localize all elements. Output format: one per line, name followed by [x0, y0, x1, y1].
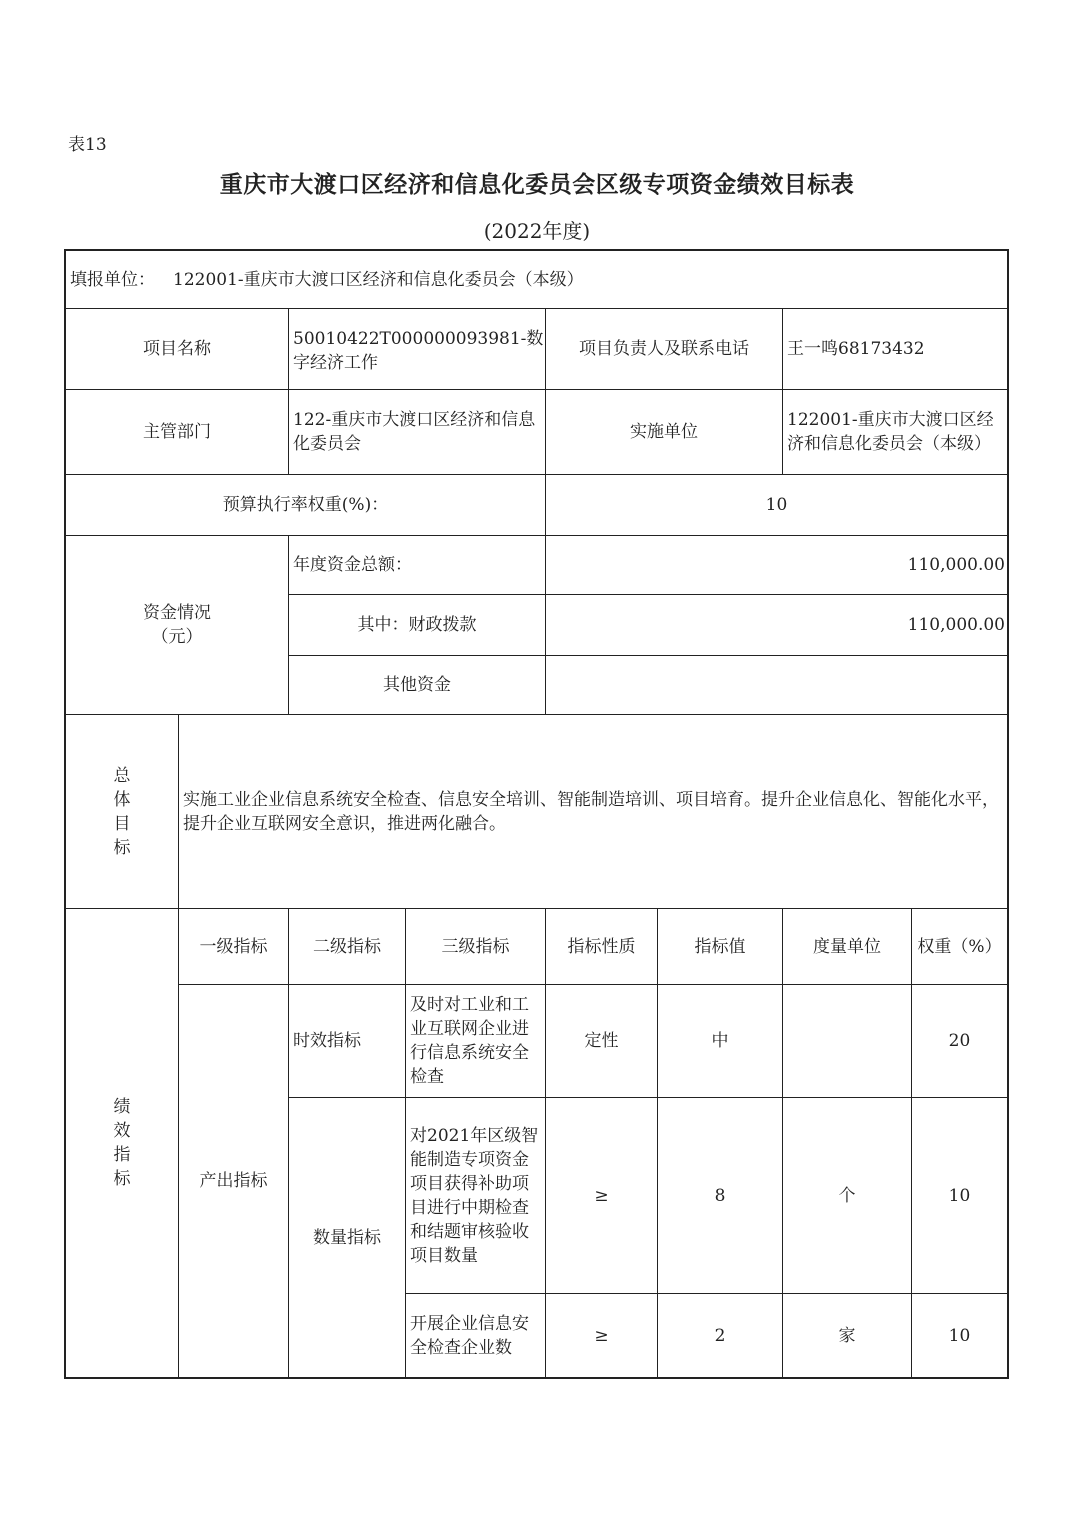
dept-label: 主管部门 [65, 389, 289, 475]
row3-nature: ≥ [545, 1293, 658, 1378]
row2-level2: 数量指标 [288, 1097, 406, 1378]
funds-fiscal-label: 其中：财政拨款 [288, 594, 546, 656]
funds-other-label: 其他资金 [288, 655, 546, 715]
indicators-label-char: 绩 [113, 1097, 131, 1117]
impl-unit-value: 122001-重庆市大渡口区经济和信息化委员会（本级） [782, 389, 1008, 475]
goal-label-char: 标 [113, 837, 131, 858]
indicators-label [65, 908, 179, 1378]
indicators-label-char: 标 [113, 1169, 131, 1189]
row2-level3: 对2021年区级智能制造专项资金项目获得补助项目进行中期检查和结题审核验收项目数量 [405, 1097, 546, 1294]
indicators-label-char: 效 [113, 1121, 131, 1141]
filler-unit-row [65, 250, 1008, 309]
budget-weight-value: 10 [545, 474, 1008, 536]
header-level2: 二级指标 [288, 908, 406, 985]
row1-value: 中 [657, 984, 783, 1098]
funds-total-label: 年度资金总额： [288, 535, 546, 595]
funds-fiscal-value: 110,000.00 [545, 594, 1008, 656]
header-weight: 权重（%） [911, 908, 1008, 985]
budget-weight-label: 预算执行率权重(%)： [65, 474, 546, 536]
row3-weight: 10 [911, 1293, 1008, 1378]
dept-value: 122-重庆市大渡口区经济和信息化委员会 [288, 389, 546, 475]
row3-level3: 开展企业信息安全检查企业数 [405, 1293, 546, 1378]
filler-unit-value: 122001-重庆市大渡口区经济和信息化委员会（本级） [173, 269, 584, 290]
goal-label-char: 总 [113, 765, 131, 786]
row1-weight: 20 [911, 984, 1008, 1098]
page-title: 重庆市大渡口区经济和信息化委员会区级专项资金绩效目标表 [219, 171, 855, 198]
header-level3: 三级指标 [405, 908, 546, 985]
funds-label-text: 资金情况 [143, 603, 211, 623]
project-owner-value: 王一鸣68173432 [782, 308, 1008, 390]
header-level1: 一级指标 [178, 908, 289, 985]
impl-unit-label: 实施单位 [545, 389, 783, 475]
row3-unit: 家 [782, 1293, 912, 1378]
row1-level2: 时效指标 [288, 984, 406, 1098]
row1-nature: 定性 [545, 984, 658, 1098]
row1-unit [782, 984, 912, 1098]
funds-total-value: 110,000.00 [545, 535, 1008, 595]
row2-weight: 10 [911, 1097, 1008, 1294]
project-name-value: 50010422T000000093981-数字经济工作 [288, 308, 546, 390]
funds-unit: （元） [151, 627, 203, 647]
funds-label [65, 535, 289, 715]
indicators-label-char: 指 [113, 1145, 131, 1165]
row2-value: 8 [657, 1097, 783, 1294]
table-number: 表13 [68, 135, 107, 155]
header-nature: 指标性质 [545, 908, 658, 985]
row2-nature: ≥ [545, 1097, 658, 1294]
project-owner-label: 项目负责人及联系电话 [545, 308, 783, 390]
goal-text: 实施工业企业信息系统安全检查、信息安全培训、智能制造培训、项目培育。提升企业信息化、智能化水平，提升企业互联网安全意识，推进两化融合。 [178, 714, 1008, 909]
level1-output: 产出指标 [178, 984, 289, 1378]
project-name-label: 项目名称 [65, 308, 289, 390]
header-unit: 度量单位 [782, 908, 912, 985]
year-subtitle: (2022年度) [483, 219, 591, 243]
row2-unit: 个 [782, 1097, 912, 1294]
goal-label [65, 714, 179, 909]
row1-level3: 及时对工业和工业互联网企业进行信息系统安全检查 [405, 984, 546, 1098]
filler-unit-label: 填报单位： [70, 269, 155, 290]
header-value: 指标值 [657, 908, 783, 985]
row3-value: 2 [657, 1293, 783, 1378]
goal-label-char: 目 [113, 813, 131, 834]
funds-other-value [545, 655, 1008, 715]
goal-label-char: 体 [113, 789, 131, 810]
